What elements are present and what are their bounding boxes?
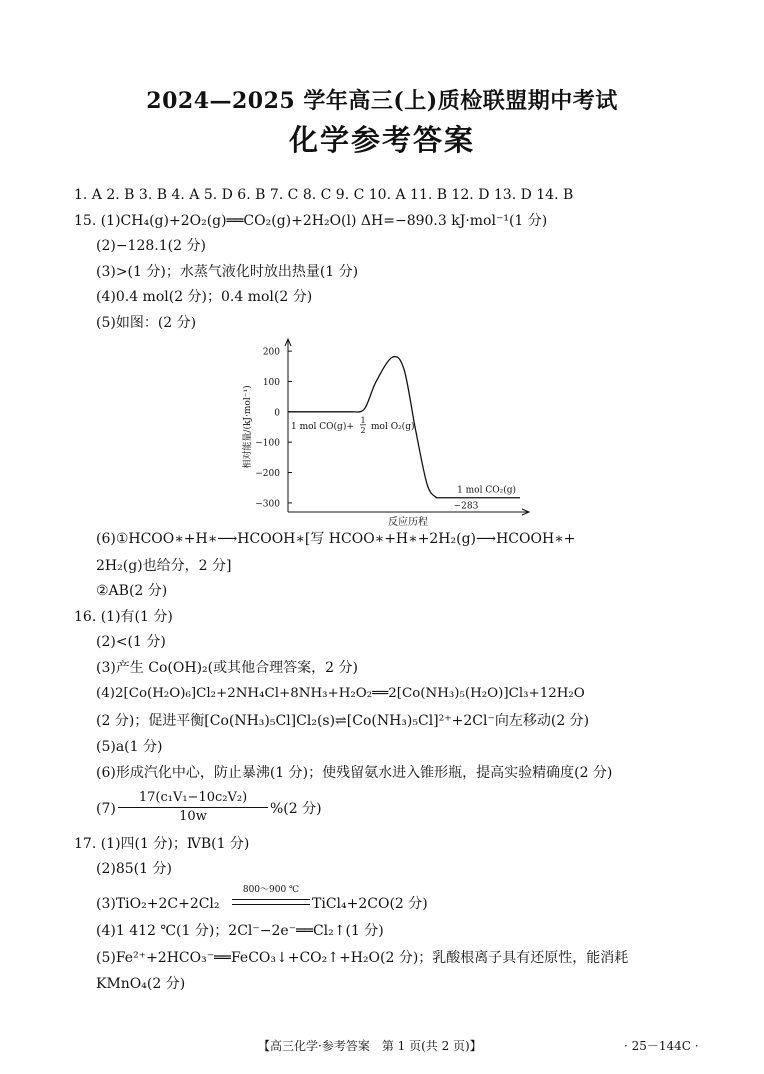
q16-5: (5)a(1 分) [96,739,163,755]
half-numerator: 1 [360,415,366,425]
q16-2: (2)<(1 分) [96,634,166,650]
q16-3: (3)产生 Co(OH)₂(或其他合理答案，2 分) [96,660,358,676]
q16-1: 16. (1)有(1 分) [74,609,173,625]
q17-4: (4)1 412 ℃(1 分)；2Cl⁻−2e⁻══Cl₂↑(1 分) [96,923,384,939]
end-state-label: 1 mol CO₂(g) [457,485,516,496]
y-tick-label: 0 [274,408,280,419]
y-axis-label: 相对能量/(kJ·mol⁻¹) [243,385,253,469]
q15-6-2: ②AB(2 分) [96,583,168,599]
q16-4-line1: (4)2[Co(H₂O)₆]Cl₂+2NH₄Cl+8NH₃+H₂O₂══2[Co(NH₃)₅(H₂O)]Cl₃+12H₂O [96,686,585,701]
choice-answers: 1. A 2. B 3. B 4. A 5. D 6. B 7. C 8. C 9. C 10. A 11. B 12. D 13. D 14. B [74,187,574,203]
half-denominator: 2 [360,425,366,435]
footer-page-info: 【高三化学·参考答案 第 1 页(共 2 页)】 [258,1039,482,1053]
reaction-condition: 800～900 ℃ [242,885,300,895]
q17-5-line1: (5)Fe²⁺+2HCO₃⁻══FeCO₃↓+CO₂↑+H₂O(2 分)；乳酸根离子具有还原性，能消耗 [96,950,629,966]
x-axis-label: 反应历程 [388,517,428,528]
q16-7-unit: %(2 分) [270,801,322,817]
q16-6: (6)形成汽化中心，防止暴沸(1 分)；使残留氨水进入锥形瓶，提高实验精确度(2 分) [96,765,613,781]
fraction-denominator: 10w [179,809,207,824]
answer-title: 化学参考答案 [288,123,475,157]
q17-2: (2)85(1 分) [96,861,172,877]
y-tick-label: 100 [262,377,280,388]
q15-1: 15. (1)CH₄(g)+2O₂(g)══CO₂(g)+2H₂O(l) ΔH=−890.3 kJ·mol⁻¹(1 分) [74,213,548,229]
q17-1: 17. (1)四(1 分)；ⅣB(1 分) [74,836,250,852]
q16-7-label: (7) [96,801,116,817]
footer-code: · 25－144C · [624,1039,699,1053]
q15-4: (4)0.4 mol(2 分)；0.4 mol(2 分) [96,289,313,305]
reaction-equals-sign [232,899,310,905]
y-tick-label: −100 [255,438,280,449]
q15-6-line2: 2H₂(g)也给分，2 分] [96,558,232,574]
end-state-value: −283 [453,501,479,512]
y-tick-label: 200 [262,347,280,358]
fraction-numerator: 17(c₁V₁−10c₂V₂) [138,790,248,805]
y-tick-label: −200 [255,469,280,480]
q17-3-right: TiCl₄+2CO(2 分) [312,896,428,912]
q15-5: (5)如图：(2 分) [96,315,197,331]
y-tick-label: −300 [255,499,280,510]
q17-5-line2: KMnO₄(2 分) [96,976,186,992]
q16-4-line2: (2 分)；促进平衡[Co(NH₃)₅Cl]Cl₂(s)⇌[Co(NH₃)₅Cl]²⁺+2Cl⁻向左移动(2 分) [96,713,590,729]
q16-7-fraction [118,790,268,825]
q15-6-line1: (6)①HCOO∗+H∗⟶HCOOH∗[写 HCOO∗+H∗+2H₂(g)⟶HCOOH∗+ [96,531,576,547]
fraction-bar [118,807,268,808]
q17-3-left: (3)TiO₂+2C+2Cl₂ [96,896,220,912]
q15-2: (2)−128.1(2 分) [96,238,206,254]
q15-3: (3)>(1 分)；水蒸气液化时放出热量(1 分) [96,264,359,280]
exam-title: 2024—2025 学年高三(上)质检联盟期中考试 [146,88,618,114]
start-state-label: 1 mol CO(g)+ [291,421,354,432]
start-state-o2-label: mol O₂(g) [371,421,415,432]
energy-diagram [236,336,536,528]
